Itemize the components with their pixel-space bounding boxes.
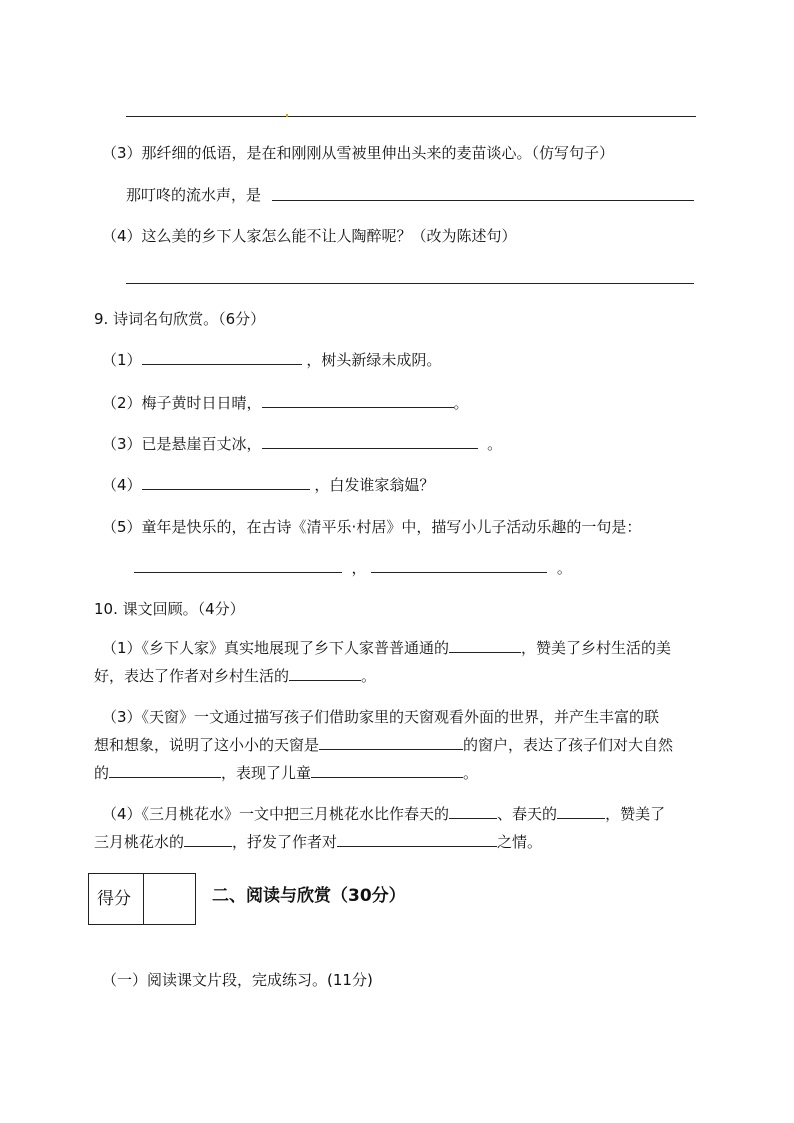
q9-item5-blank2[interactable] — [371, 558, 547, 573]
q10-item3-text-d: ，表现了儿童 — [221, 764, 312, 782]
q9-item2 — [102, 392, 469, 413]
q10-item3-line3 — [94, 762, 478, 783]
stray-mark — [286, 114, 288, 117]
answer-line-top[interactable] — [126, 116, 696, 117]
q10-item3-blank1[interactable] — [319, 735, 463, 750]
q9-item4-after: ，白发谁家翁媪？ — [314, 476, 435, 494]
q10-item1-text-d: 。 — [361, 667, 377, 685]
q8-4-answer-line[interactable] — [126, 283, 694, 284]
q10-item3-blank3[interactable] — [311, 763, 463, 778]
q10-item4-blank3[interactable] — [184, 832, 232, 847]
q10-item4-blank2[interactable] — [557, 804, 605, 819]
q9-title: 9. 诗词名句欣赏。（6分） — [94, 310, 266, 328]
q10-item3-line2 — [94, 734, 673, 755]
q10-item1-line2 — [94, 665, 376, 686]
section2-sub: （一）阅读课文片段，完成练习。(11分) — [102, 971, 373, 989]
section2-title: 二、阅读与欣赏（30分） — [212, 886, 406, 906]
q9-item4-blank[interactable] — [142, 475, 310, 490]
q8-4-prompt: （4）这么美的乡下人家怎么能不让人陶醉呢？（改为陈述句） — [102, 227, 517, 245]
q8-3-prompt: （3）那纤细的低语，是在和刚刚从雪被里伸出头来的麦苗谈心。（仿写句子） — [102, 144, 615, 162]
q9-item1 — [102, 349, 441, 370]
q10-item1-text-c: 好，表达了作者对乡村生活的 — [94, 667, 290, 685]
q9-item2-before: （2）梅子黄时日日晴， — [102, 394, 262, 412]
q10-item4-text-b: 、春天的 — [497, 805, 558, 823]
q10-item3-text-c: 的 — [94, 764, 110, 782]
q10-item4-blank4[interactable] — [337, 832, 497, 847]
q9-item2-blank[interactable] — [262, 393, 454, 408]
q9-item5-comma: ， — [351, 559, 367, 577]
score-label: 得分 — [97, 889, 131, 909]
q10-item1-line1 — [102, 637, 671, 658]
q10-item3-text-e: 。 — [463, 764, 479, 782]
q10-item4-blank1[interactable] — [449, 804, 497, 819]
q10-item1-blank1[interactable] — [449, 638, 521, 653]
q10-item3-text-a: 想和想象，说明了这小小的天窗是 — [94, 736, 320, 754]
q10-title: 10. 课文回顾。（4分） — [94, 600, 245, 618]
q9-item5-answers — [134, 557, 572, 578]
q10-item3-blank2[interactable] — [109, 763, 221, 778]
q9-item1-blank[interactable] — [142, 350, 302, 365]
score-input-cell[interactable] — [144, 874, 195, 924]
q10-item3-line1: （3）《天窗》一文通过描写孩子们借助家里的天窗观看外面的世界，并产生丰富的联 — [102, 708, 660, 726]
q9-item1-num: （1） — [102, 351, 142, 369]
q10-item1-blank2[interactable] — [289, 666, 361, 681]
q9-item3-before: （3）已是悬崖百丈冰， — [102, 435, 262, 453]
q9-item2-after: 。 — [453, 394, 469, 412]
q9-item4 — [102, 474, 434, 495]
q10-item4-text-a: （4）《三月桃花水》一文中把三月桃花水比作春天的 — [102, 805, 450, 823]
q10-item4-text-d: 三月桃花水的 — [94, 833, 185, 851]
q9-item1-after: ，树头新绿未成阴。 — [306, 351, 442, 369]
q10-item3-text-b: 的窗户，表达了孩子们对大自然 — [463, 736, 674, 754]
q8-3-answer-lead: 那叮咚的流水声，是 — [126, 186, 262, 204]
q10-item1-text-a: （1）《乡下人家》真实地展现了乡下人家普普通通的 — [102, 639, 450, 657]
q10-item1-text-b: ，赞美了乡村生活的美 — [521, 639, 672, 657]
q8-3-answer-line[interactable] — [272, 200, 694, 201]
score-label-cell — [89, 874, 144, 924]
q9-item3-after: 。 — [487, 435, 503, 453]
q10-item4-line1 — [102, 803, 665, 824]
q9-item3-blank[interactable] — [262, 434, 478, 449]
q9-item5-prompt: （5）童年是快乐的，在古诗《清平乐·村居》中，描写小儿子活动乐趣的一句是： — [102, 518, 642, 536]
q9-item5-end: 。 — [556, 559, 572, 577]
q10-item4-text-f: 之情。 — [497, 833, 543, 851]
q9-item4-num: （4） — [102, 476, 142, 494]
q9-item3 — [102, 433, 502, 454]
q10-item4-text-c: ，赞美了 — [605, 805, 666, 823]
q10-item4-text-e: ，抒发了作者对 — [232, 833, 338, 851]
q9-item5-blank1[interactable] — [134, 558, 342, 573]
q10-item4-line2 — [94, 831, 542, 852]
